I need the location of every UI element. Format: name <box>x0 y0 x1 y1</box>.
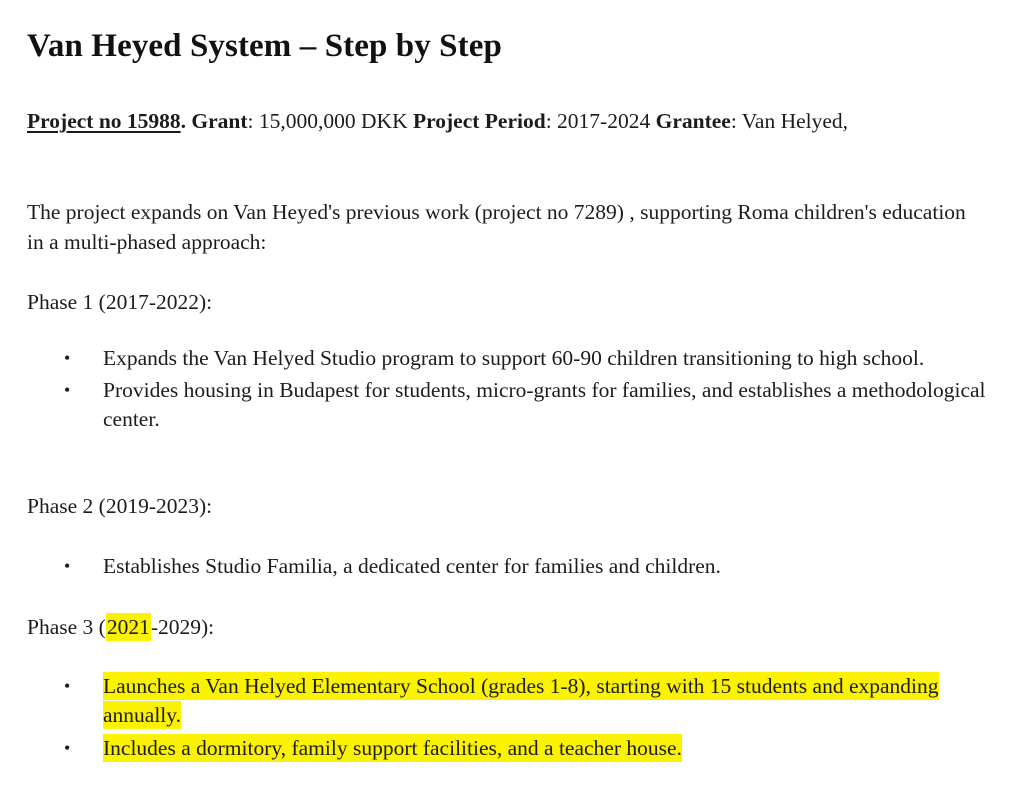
list-item <box>0 344 1000 373</box>
list-item-text: Expands the Van Helyed Studio program to support 60-90 children transitioning to high school. <box>103 346 925 370</box>
bullet-icon: • <box>64 738 71 758</box>
phase-1-list <box>0 344 1000 437</box>
list-item <box>0 672 1000 730</box>
phase-2-heading: Phase 2 (2019-2023): <box>27 494 213 518</box>
phase-1-heading: Phase 1 (2017-2022): <box>27 290 213 314</box>
document-title: Van Heyed System – Step by Step <box>27 28 502 64</box>
bullet-icon: • <box>64 348 71 368</box>
list-item <box>0 734 1000 763</box>
project-number-period: . <box>180 109 187 133</box>
phase-3-heading <box>27 612 214 642</box>
phase-3-list <box>0 672 1000 767</box>
project-number: Project no 15988 <box>27 109 181 133</box>
list-item-text: Establishes Studio Familia, a dedicated center for families and children. <box>103 554 721 578</box>
grant-value: : 15,000,000 DKK <box>247 109 413 133</box>
list-item-text: Provides housing in Budapest for students, micro-grants for families, and establishes a methodological center. <box>103 378 986 431</box>
bullet-icon: • <box>64 380 71 400</box>
list-item <box>0 376 1000 434</box>
grantee-label: Grantee <box>655 109 731 133</box>
grantee-value: : Van Helyed, <box>730 109 849 133</box>
highlighted-text: Launches a Van Helyed Elementary School (grades 1-8), starting with 15 students and expanding annually. <box>103 674 939 727</box>
phase-3-heading-suffix: -2029): <box>150 615 215 639</box>
highlighted-text: Includes a dormitory, family support facilities, and a teacher house. <box>103 736 682 760</box>
intro-paragraph: The project expands on Van Heyed's previous work (project no 7289) , supporting Roma children's education in a multi-phased approach: <box>27 200 966 254</box>
bullet-icon: • <box>64 556 71 576</box>
list-item <box>0 552 1000 581</box>
period-value: : 2017-2024 <box>545 109 656 133</box>
phase-3-heading-prefix: Phase 3 ( <box>27 615 106 639</box>
period-label: Project Period <box>412 109 546 133</box>
highlighted-year: 2021 <box>106 615 150 639</box>
bullet-icon: • <box>64 676 71 696</box>
project-meta <box>27 106 987 136</box>
phase-2-list <box>0 552 1000 581</box>
grant-label: Grant <box>191 109 248 133</box>
